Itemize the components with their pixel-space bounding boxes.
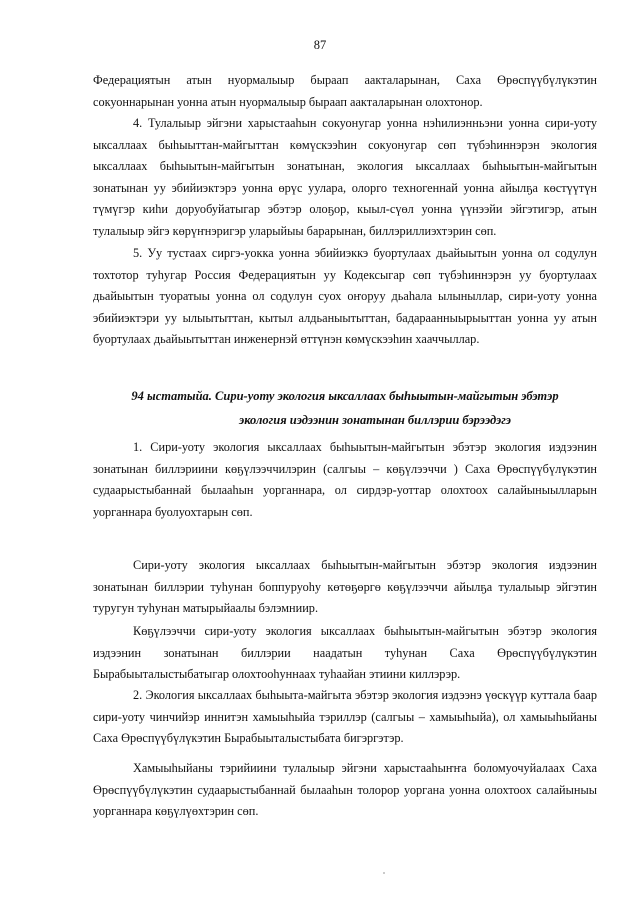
page-number: 87 [313, 38, 327, 52]
article-heading [93, 384, 597, 432]
paragraph-article-1: 1. Сири-уоту экология ыксаллаах быһыытын-майгытын эбэтэр экология иэдээнин зонатынан биллэриини көҕүлээччилэрин (салгыы – көҕүлээччи ) Саха Өрөспүүбүлүкэтин судаарыстыбаннай былааһын уорганнара, ол сирдэр-уоттар олохтоох салайыныылларын уорганнара буолуохтарын сөп. [93, 440, 597, 519]
article-heading-line-1: 94 ыстатыйа. Сири-уоту экология ыксаллаах быһыытын-майгытын эбэтэр [131, 389, 559, 403]
article-heading-line-2: экология иэдээнин зонатынан биллэрии бэрээдэгэ [239, 413, 511, 427]
paragraph-commission: Хамыыһыйаны тэрийиини тулалыыр эйгэни харыстааһыҥҥа боломуочуйалаах Саха Өрөспүүбүлүкэтин судаарыстыбаннай былааһын толорор уоргана уонна олохтоох салайыныы уорганнара көҕүлүөхтэрин сөп. [93, 761, 597, 818]
paragraph-item-4: 4. Тулалыыр эйгэни харыстааһын сокуонугар уонна нэһилиэнньэни уонна сири-уоту ыксаллаах быһыыттан-майгыттан көмүскээһин сокуонугар сөп түбэһиннэрэн экология ыксаллаах быһыытын-майгытын зонатынан, экология ыксаллаах быһыытын-майгытын зонатынан уу эбийиэктэрэ уонна өрүс уулара, олорго техногеннай уонна айылҕа көстүүтүн түмүгэр киһи доруобуйатыгар эбэтэр олоҕор, кыыл-сүөл уонна үүнээйи эйгэтигэр, атын тулалыыр эйгэ көрүҥнэригэр уларыйыы барарынан, биллэриллиэхтэрин сөп. [93, 116, 597, 238]
paragraph-initiator-materials: Сири-уоту экология ыксаллаах быһыытын-майгытын эбэтэр экология иэдээнин зонатынан биллэрии туһунан боппуруоһу көтөҕөргө көҕүлээччи айылҕа тулалыыр эйгэтин туругун туһунан матырыйаалы бэлэмниир. [93, 558, 597, 615]
paragraph-item-5: 5. Уу тустаах сиргэ-уокка уонна эбийиэккэ буортулаах дьайыытын уонна ол содулун тохтотор туһугар Россия Федерациятын уу Кодексыгар сөп түбэһиннэрэн уу буортулаах дьайыытын туоратыы уонна ол содулун суох оҥоруу дьаһала ылыныллар, сири-уоту уонна эбийиэктэри уу ылыытыттан, кытыл алдьаныытыттан, бадараанныырыыттан уонна уу атын буортулаах дьайыытыттан инженернэй өттүнэн көмүскээһин хааччыллар. [93, 246, 597, 346]
paragraph-continuation: Федерациятын атын нуормалыыр быраап аакталарынан, Саха Өрөспүүбүлүкэтин сокуоннарынан уонна атын нуормалыыр быраап аакталарынан олохтонор. [93, 73, 597, 109]
scan-speck [383, 872, 385, 874]
paragraph-article-2: 2. Экология ыксаллаах быһыыта-майгыта эбэтэр экология иэдээнэ үөскүүр куттала баар сири-уоту чинчийэр иннитэн хамыыһыйа тэриллэр (салгыы – хамыыһыйа), ол хамыыһыйаны Саха Өрөспүүбүлүкэтин Бырабыыталыстыбата бигэргэтэр. [93, 688, 597, 745]
paragraph-initiator-proposal: Көҕүлээччи сири-уоту экология ыксаллаах быһыытын-майгытын эбэтэр экология иэдээнин зонатынан биллэрии наадатын туһунан Саха Өрөспүүбүлүкэтин Бырабыыталыстыбатыгар олохтооһуннаах туһаайан этиини киллэрэр. [93, 624, 597, 681]
